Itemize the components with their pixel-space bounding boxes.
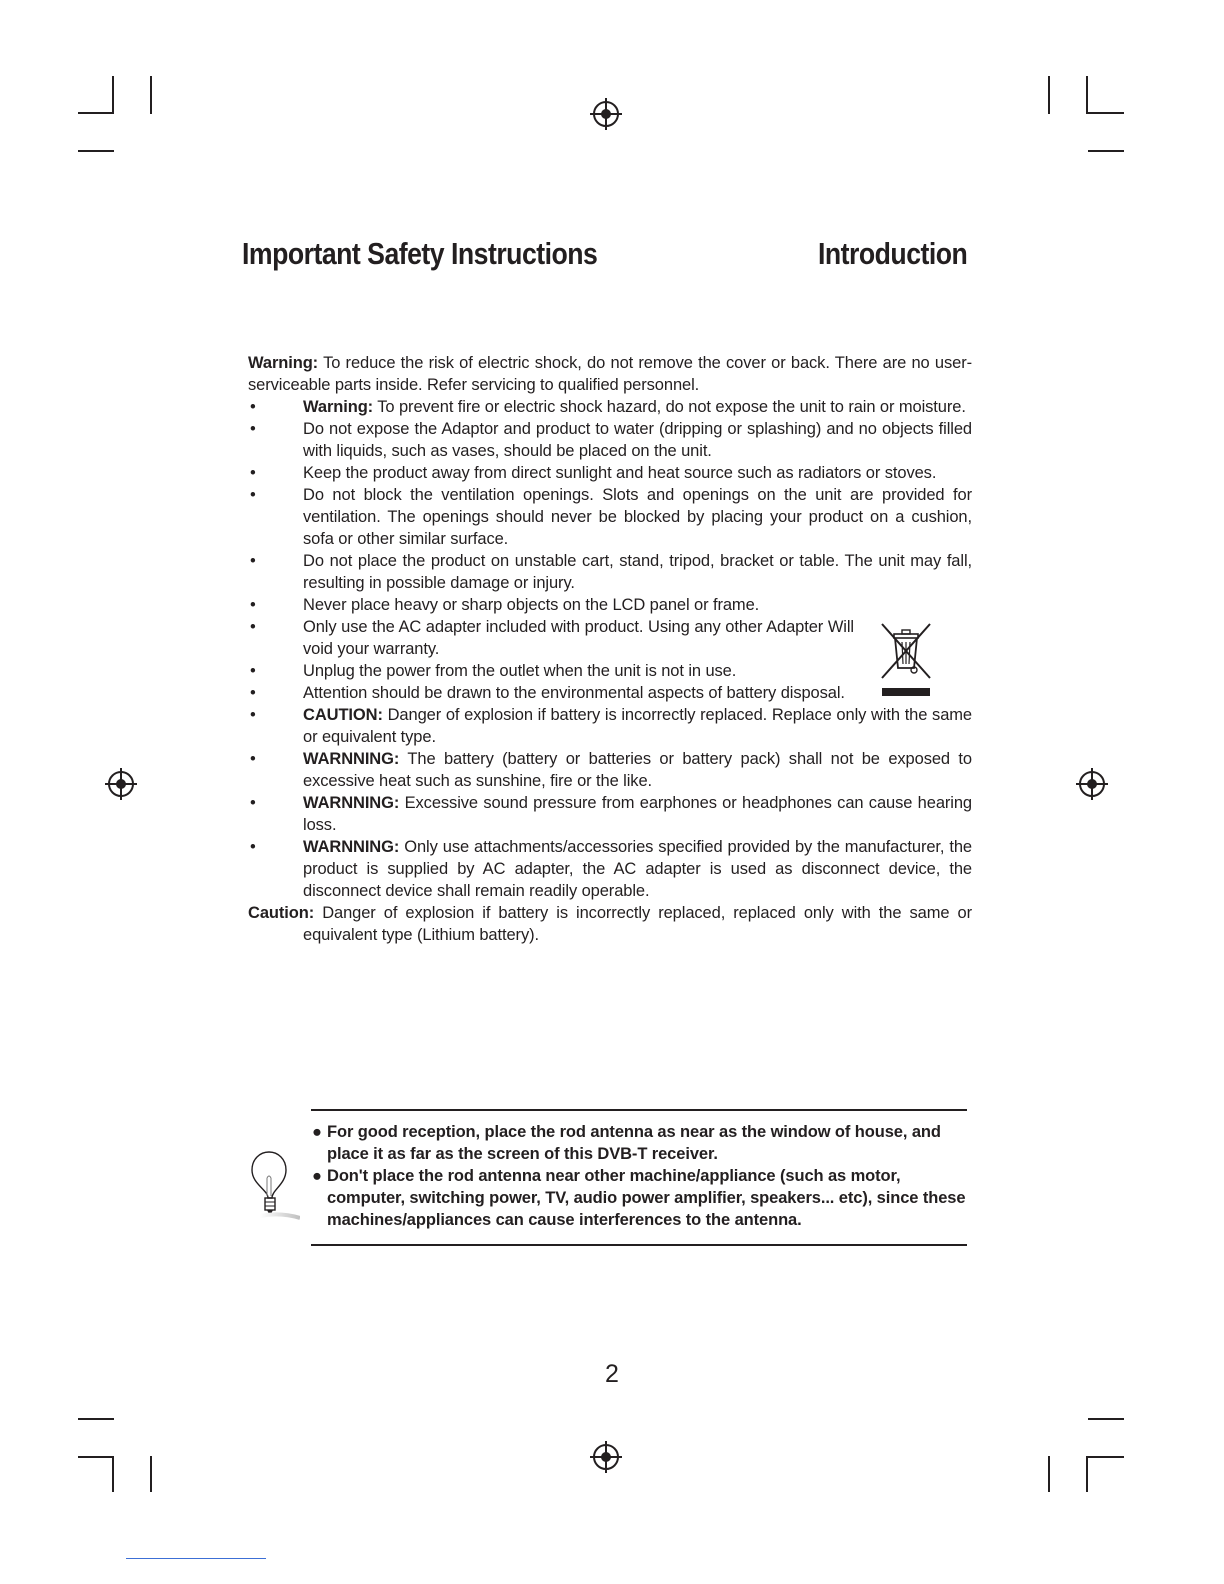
item-label: CAUTION: <box>303 706 383 724</box>
page-title: Important Safety Instructions <box>242 236 598 271</box>
crop-mark <box>112 1456 114 1492</box>
item-text: Excessive sound pressure from earphones or headphones can cause hearing loss. <box>303 794 973 834</box>
crop-mark <box>150 76 152 114</box>
list-item <box>248 616 972 660</box>
list-item <box>248 550 972 594</box>
tip-text: For good reception, place the rod antenna as near as the window of house, and place it as far as the screen of this DVB-T receiver. <box>327 1123 941 1163</box>
item-text: Only use attachments/accessories specified provided by the manufacturer, the product is supplied by AC adapter, the AC adapter is used as disconnect device, the disconnect device shall remain readily operable. <box>303 838 972 900</box>
list-item <box>248 660 972 682</box>
bullet: ● <box>312 1167 322 1185</box>
item-text: The battery (battery or batteries or battery pack) shall not be exposed to excessive heat such as sunshine, fire or the like. <box>303 750 972 790</box>
bullet: • <box>250 684 256 702</box>
page-number: 2 <box>605 1360 619 1388</box>
crop-mark <box>1086 76 1088 114</box>
bullet: ● <box>312 1123 322 1141</box>
caution-paragraph <box>248 902 972 946</box>
bullet: • <box>250 464 256 482</box>
tip-item <box>311 1121 971 1165</box>
item-text: To prevent fire or electric shock hazard, do not expose the unit to rain or moisture. <box>377 398 966 416</box>
crop-mark <box>78 1456 114 1458</box>
list-item <box>248 836 972 902</box>
bullet: • <box>250 486 256 504</box>
item-text: Do not place the product on unstable cart, stand, tripod, bracket or table. The unit may fall, resulting in possible damage or injury. <box>303 552 972 592</box>
registration-mark-icon <box>104 767 138 801</box>
list-item <box>248 792 972 836</box>
safety-instructions <box>248 352 972 946</box>
bullet: • <box>250 706 256 724</box>
crop-mark <box>78 112 114 114</box>
registration-mark-icon <box>589 97 623 131</box>
tip-text: Don't place the rod antenna near other machine/appliance (such as motor, computer, switching power, TV, audio power amplifier, speakers... etc), since these machines/appliances can cause interferences to the antenna. <box>327 1167 966 1229</box>
registration-mark-icon <box>1075 767 1109 801</box>
crop-mark <box>150 1456 152 1492</box>
list-item <box>248 594 972 616</box>
bullet: • <box>250 662 256 680</box>
instruction-list <box>248 396 972 902</box>
item-text: Only use the AC adapter included with product. Using any other Adapter Will void your warranty. <box>303 618 854 658</box>
item-label: WARNNING: <box>303 750 400 768</box>
crop-mark <box>112 76 114 114</box>
item-text: Danger of explosion if battery is incorrectly replaced. Replace only with the same or equivalent type. <box>303 706 972 746</box>
list-item <box>248 462 972 484</box>
section-title: Introduction <box>818 236 968 271</box>
item-label: Warning: <box>303 398 374 416</box>
bullet: • <box>250 552 256 570</box>
item-text: Do not block the ventilation openings. Slots and openings on the unit are provided for ventilation. The openings should never be blocked by placing your product on a cushion, sofa or other similar surface. <box>303 486 972 548</box>
light-bulb-icon <box>246 1150 300 1222</box>
crop-mark <box>78 1418 114 1420</box>
tip-top-rule <box>311 1109 967 1111</box>
registration-mark-icon <box>589 1440 623 1474</box>
crop-mark <box>1086 112 1124 114</box>
footer-line <box>126 1558 266 1559</box>
tip-item <box>311 1165 971 1231</box>
list-item <box>248 748 972 792</box>
crop-mark <box>1048 1456 1050 1492</box>
crop-mark <box>1088 150 1124 152</box>
intro-warning <box>248 352 972 396</box>
caution-text: Danger of explosion if battery is incorrectly replaced, replaced only with the same or equivalent type (Lithium battery). <box>303 904 972 944</box>
bullet: • <box>250 596 256 614</box>
item-text: Never place heavy or sharp objects on the LCD panel or frame. <box>303 596 760 614</box>
list-item <box>248 396 972 418</box>
bullet: • <box>250 420 256 438</box>
reception-tips <box>311 1121 971 1231</box>
list-item <box>248 704 972 748</box>
item-text: Do not expose the Adaptor and product to water (dripping or splashing) and no objects filled with liquids, such as vases, should be placed on the unit. <box>303 420 972 460</box>
item-text: Keep the product away from direct sunlight and heat source such as radiators or stoves. <box>303 464 937 482</box>
bullet: • <box>250 618 256 636</box>
crop-mark <box>1086 1456 1088 1492</box>
bullet: • <box>250 398 256 416</box>
crop-mark <box>1086 1456 1124 1458</box>
item-label: WARNNING: <box>303 794 400 812</box>
list-item <box>248 484 972 550</box>
bullet: • <box>250 838 256 856</box>
caution-label: Caution: <box>248 904 315 922</box>
crossed-out-wheelie-bin-icon <box>878 622 934 698</box>
tip-bottom-rule <box>311 1244 967 1246</box>
crop-mark <box>1048 76 1050 114</box>
warning-label: Warning: <box>248 354 319 372</box>
item-text: Unplug the power from the outlet when the unit is not in use. <box>303 662 737 680</box>
crop-mark <box>78 150 114 152</box>
list-item <box>248 682 972 704</box>
item-text: Attention should be drawn to the environmental aspects of battery disposal. <box>303 684 845 702</box>
list-item <box>248 418 972 462</box>
bullet: • <box>250 750 256 768</box>
bullet: • <box>250 794 256 812</box>
crop-mark <box>1088 1418 1124 1420</box>
warning-text: To reduce the risk of electric shock, do not remove the cover or back. There are no user-serviceable parts inside. Refer servicing to qualified personnel. <box>248 354 972 394</box>
item-label: WARNNING: <box>303 838 400 856</box>
